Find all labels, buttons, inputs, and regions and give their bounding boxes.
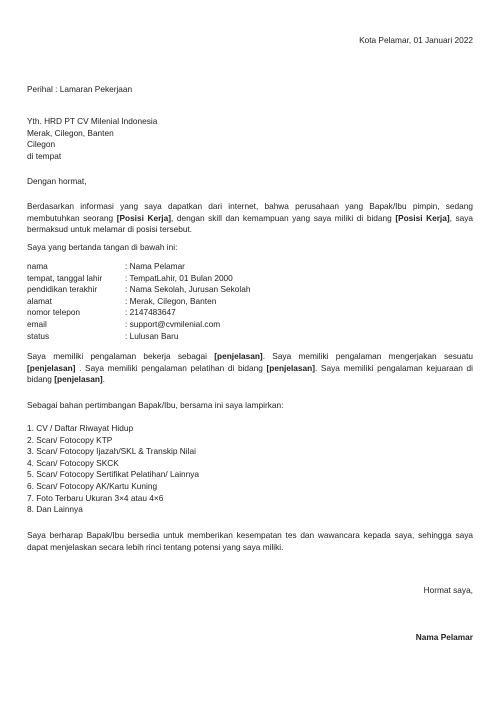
experience-text: . — [102, 374, 105, 385]
info-label: nama — [27, 261, 48, 271]
info-row — [27, 261, 250, 273]
experience-text: . Saya memiliki pengalaman pelatihan di bidang — [75, 362, 267, 373]
attachment-item: 7. Foto Terbaru Ukuran 3×4 atau 4×6 — [27, 492, 164, 503]
closing-salutation: Hormat saya, — [423, 585, 473, 595]
info-value: : Nama Sekolah, Jurusan Sekolah — [125, 284, 251, 295]
intro-text: , dengan skill dan kemampuan yang saya miliki di bidang — [171, 212, 396, 223]
place-date: Kota Pelamar, 01 Januari 2022 — [359, 35, 473, 45]
explanation-placeholder: [penjelasan] — [266, 362, 315, 373]
experience-paragraph — [27, 351, 473, 386]
info-value: : TempatLahir, 01 Bulan 2000 — [125, 272, 233, 283]
info-row — [27, 273, 250, 285]
explanation-placeholder: [penjelasan] — [214, 351, 263, 361]
applicant-info-table — [27, 261, 250, 342]
explanation-placeholder: [penjelasan] — [54, 374, 103, 385]
info-row — [27, 307, 250, 319]
attachment-item: 4. Scan/ Fotocopy SKCK — [27, 457, 119, 468]
experience-text: Saya memiliki pengalaman bekerja sebagai — [27, 351, 215, 361]
attachment-item: 8. Dan Lainnya — [27, 504, 83, 515]
signature-name: Nama Pelamar — [415, 632, 473, 642]
subject-line: Perihal : Lamaran Pekerjaan — [27, 84, 133, 94]
info-value: : Lulusan Baru — [125, 330, 179, 341]
position-placeholder: [Posisi Kerja] — [116, 212, 171, 223]
recipient-line: Merak, Cilegon, Banten — [27, 127, 114, 138]
info-row — [27, 319, 250, 331]
attachment-item: 5. Scan/ Fotocopy Sertifikat Pelatihan/ Lainnya — [27, 469, 200, 480]
recipient-line: di tempat — [27, 150, 62, 161]
info-value: : Nama Pelamar — [125, 261, 185, 271]
consideration-line: Sebagai bahan pertimbangan Bapak/Ibu, bersama ini saya lampirkan: — [27, 400, 284, 410]
info-row — [27, 284, 250, 296]
intro-text: , saya bermaksud untuk melamar di posisi tersebut. — [27, 212, 474, 235]
intro-text: Berdasarkan informasi yang saya dapatkan dari internet, bahwa perusahaan yang Bapak/Ibu pimpin, sedang membutuhkan seorang — [27, 201, 473, 223]
info-label: email — [27, 318, 47, 329]
info-row — [27, 296, 250, 308]
info-label: alamat — [27, 295, 52, 306]
experience-text: . Saya memiliki pengalaman kejuaraan di bidang — [27, 362, 473, 385]
info-label: status — [27, 330, 50, 341]
hope-paragraph: Saya berharap Bapak/Ibu bersedia untuk memberikan kesempatan tes dan wawancara kepada saya, sehingga saya dapat menjelaskan secara lebih rinci tentang potensi yang saya miliki. — [27, 530, 473, 552]
attachment-item: 6. Scan/ Fotocopy AK/Kartu Kuning — [27, 480, 158, 491]
attachment-item: 3. Scan/ Fotocopy Ijazah/SKL & Transkip Nilai — [27, 446, 196, 457]
info-label: nomor telepon — [27, 307, 81, 318]
recipient-block — [27, 116, 157, 162]
recipient-line: Cilegon — [27, 139, 56, 150]
recipient-line: Yth. HRD PT CV Milenial Indonesia — [27, 116, 158, 126]
attachment-list — [27, 423, 199, 516]
attachment-item: 2. Scan/ Fotocopy KTP — [27, 434, 113, 445]
info-row — [27, 331, 250, 343]
intro-paragraph — [27, 201, 473, 236]
attachment-item: 1. CV / Daftar Riwayat Hidup — [27, 423, 134, 433]
info-value: : support@cvmilenial.com — [125, 318, 221, 329]
explanation-placeholder: [penjelasan] — [27, 362, 76, 373]
info-label: tempat, tanggal lahir — [27, 272, 103, 283]
greeting: Dengan hormat, — [27, 176, 87, 186]
signed-intro: Saya yang bertanda tangan di bawah ini: — [27, 242, 178, 252]
info-value: : Merak, Cilegon, Banten — [125, 295, 217, 306]
position-placeholder: [Posisi Kerja] — [395, 212, 450, 223]
info-label: pendidikan terakhir — [27, 284, 98, 295]
info-value: : 2147483647 — [125, 307, 176, 318]
experience-text: . Saya memiliki pengalaman mengerjakan sesuatu — [262, 351, 473, 361]
